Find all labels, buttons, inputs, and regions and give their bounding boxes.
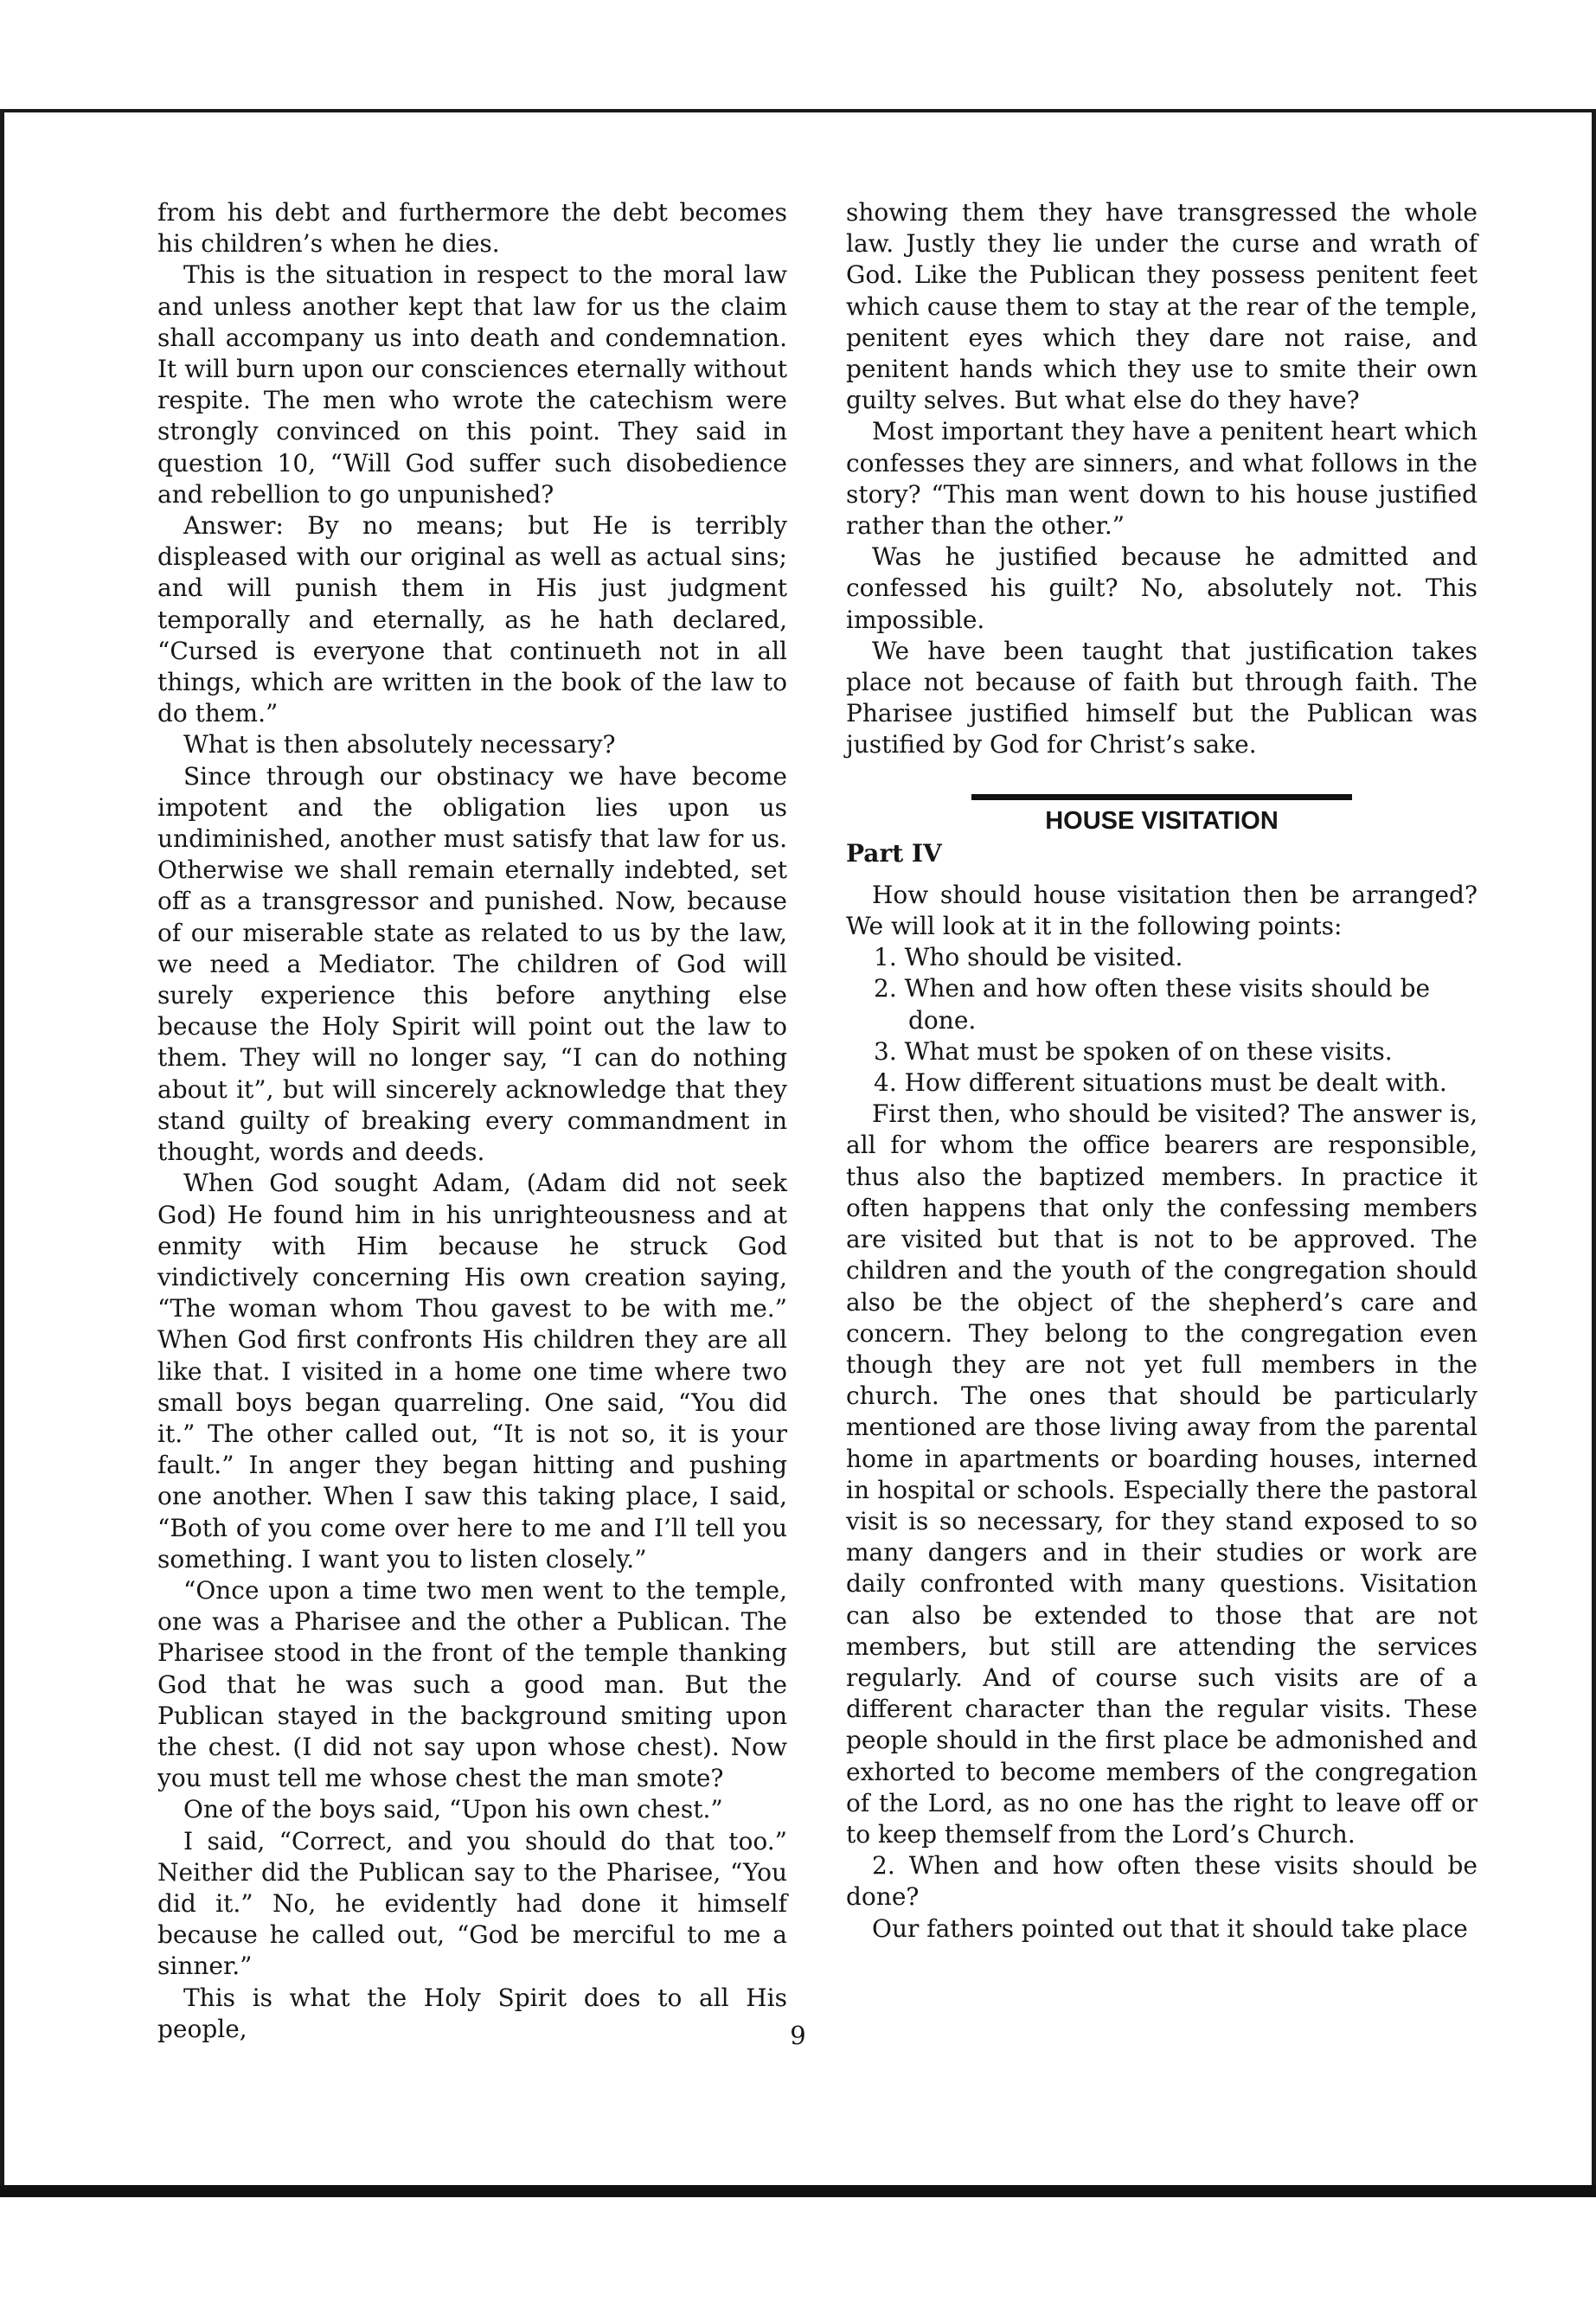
section-heading: HOUSE VISITATION <box>1045 806 1279 835</box>
paragraph: When God sought Adam, (Adam did not seek God) He found him in his unrighteousness and at enmity with Him because he struck God vindictively concerning His own creation saying, “The woman whom Thou gavest to be with me.” When God first confronts His children they are all like that. I visited in a home one time where two small boys began quarreling. One said, “You did it.” The other called out, “It is not so, it is your fault.” In anger they began hitting and pushing one another. When I saw this taking place, I said, “Both of you come over here to me and I’ll tell you something. I want you to listen closely.” <box>157 1169 787 1574</box>
paragraph: 2. When and how often these visits should be done? <box>846 1851 1477 1912</box>
scan-left-edge <box>0 109 4 2185</box>
page-number: 9 <box>790 2021 806 2050</box>
scan-top-edge <box>0 109 1596 112</box>
scan-bottom-edge <box>0 2185 1596 2197</box>
paragraph: Most important they have a penitent heart which confesses they are sinners, and what follows in the story? “This man went down to his house justified rather than the other.” <box>846 417 1477 541</box>
part-label: Part IV <box>846 838 942 868</box>
paragraph: This is the situation in respect to the moral law and unless another kept that law for us the claim shall accompany us into death and condemnation. It will burn upon our consciences eternally without respite. The men who wrote the catechism were strongly convinced on this point. They said in question 10, “Will God suffer such disobedience and rebellion to go unpunished? <box>157 260 787 509</box>
paragraph: What is then absolutely necessary? <box>183 730 616 760</box>
points-list <box>846 942 1477 1099</box>
paragraph: Our fathers pointed out that it should take place <box>872 1913 1468 1943</box>
paragraph: First then, who should be visited? The answer is, all for whom the office bearers are responsible, thus also the baptized members. In practice it often happens that only the confessing members are visited but that is not to be approved. The children and the youth of the congregation should also be the object of the shepherd’s care and concern. They belong to the congregation even though they are not yet full members in the church. The ones that should be particularly mentioned are those living away from the parental home in apartments or boarding houses, interned in hospital or schools. Especially there the pastoral visit is so necessary, for they stand exposed to so many dangers and in their studies or work are daily confronted with many questions. Visitation can also be extended to those that are not members, but still are attending the services regularly. And of course such visits are of a different character than the regular visits. These people should in the first place be admonished and exhorted to become members of the congregation of the Lord, as no one has the right to leave off or to keep themself from the Lord’s Church. <box>846 1099 1477 1849</box>
list-item: 2. When and how often these visits should be done. <box>874 974 1431 1035</box>
paragraph: Since through our obstinacy we have become impotent and the obligation lies upon us undiminished, another must satisfy that law for us. Otherwise we shall remain eternally indebted, set off as a transgressor and punished. Now, because of our miserable state as related to us by the law, we need a Mediator. The children of God will surely experience this before anything else because the Holy Spirit will point out the law to them. They will no longer say, “I can do nothing about it”, but will sincerely acknowledge that they stand guilty of breaking every commandment in thought, words and deeds. <box>157 761 787 1167</box>
paragraph: “Once upon a time two men went to the temple, one was a Pharisee and the other a Publican. The Pharisee stood in the front of the temple thanking God that he was such a good man. But the Publican stayed in the background smiting upon the chest. (I did not say upon whose chest). Now you must tell me whose chest the man smote? <box>157 1575 787 1793</box>
list-item: 3. What must be spoken of on these visits. <box>874 1036 1393 1066</box>
paragraph: One of the boys said, “Upon his own chest.” <box>183 1795 723 1824</box>
paragraph: This is what the Holy Spirit does to all His people, <box>157 1983 787 2043</box>
right-column <box>846 197 1477 1945</box>
right-lead-paragraph: showing them they have transgressed the whole law. Justly they lie under the curse and wrath of God. Like the Publican they possess penitent feet which cause them to stay at the rear of the temple, penitent eyes which they dare not raise, and penitent hands which they use to smite their own guilty selves. But what else do they have? <box>846 198 1477 415</box>
paragraph: I said, “Correct, and you should do that too.” Neither did the Publican say to the Pharisee, “You did it.” No, he evidently had done it himself because he called out, “God be merciful to me a sinner.” <box>157 1826 787 1981</box>
left-lead-paragraph: from his debt and furthermore the debt becomes his children’s when he dies. <box>157 198 787 259</box>
paragraph: Answer: By no means; but He is terribly displeased with our original as well as actual sins; and will punish them in His just judgment temporally and eternally, as he hath declared, “Cursed is everyone that continueth not in all things, which are written in the book of the law to do them.” <box>157 511 787 728</box>
left-column <box>157 197 787 2045</box>
list-item: 1. Who should be visited. <box>874 943 1183 972</box>
paragraph: We have been taught that justification takes place not because of faith but through faith. The Pharisee justified himself but the Publican was justified by God for Christ’s sake. <box>846 636 1477 760</box>
scan-right-edge <box>1592 109 1596 2185</box>
intro-paragraph: How should house visitation then be arranged? We will look at it in the following points: <box>846 880 1477 941</box>
list-item: 4. How different situations must be dealt with. <box>874 1068 1447 1098</box>
paragraph: Was he justified because he admitted and confessed his guilt? No, absolutely not. This impossible. <box>846 542 1477 634</box>
section-divider <box>971 794 1352 800</box>
